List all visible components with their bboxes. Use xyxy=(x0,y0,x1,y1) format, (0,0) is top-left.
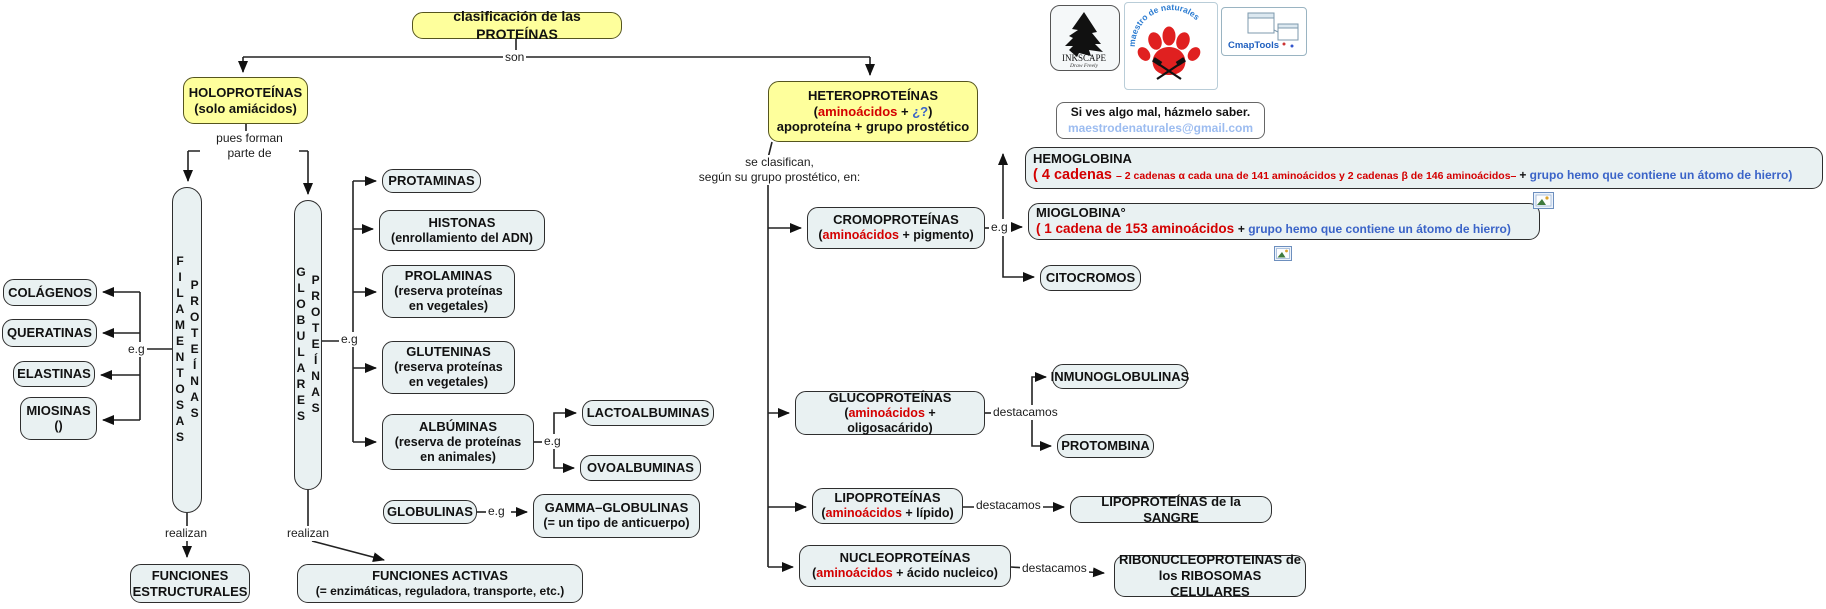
prolaminas-line1: PROLAMINAS xyxy=(404,268,493,284)
lipo-line1: LIPOPROTEÍNAS xyxy=(834,490,941,506)
ovoalbuminas-text: OVOALBUMINAS xyxy=(587,460,694,476)
heteroproteinas-line2: (aminoácidos + ¿?) xyxy=(813,103,933,119)
node-hemoglobina[interactable] xyxy=(1025,147,1823,189)
node-nucleoproteinas[interactable] xyxy=(799,545,1011,587)
node-globulinas[interactable] xyxy=(383,500,477,524)
node-title[interactable] xyxy=(412,8,622,42)
node-citocromos[interactable] xyxy=(1040,265,1141,291)
gamma-line2: (= un tipo de anticuerpo) xyxy=(543,516,690,531)
node-funciones-activas[interactable] xyxy=(297,564,583,603)
cromo-line1: CROMOPROTEÍNAS xyxy=(833,212,959,228)
protombina-text: PROTOMBINA xyxy=(1061,438,1150,454)
nucleo-line2: (aminoácidos + ácido nucleico) xyxy=(812,566,998,581)
svg-text:CmapTools: CmapTools xyxy=(1228,40,1280,51)
picture-icon xyxy=(1274,246,1292,261)
heteroproteinas-line1: HETEROPROTEÍNAS xyxy=(807,87,938,103)
node-heteroproteinas[interactable] xyxy=(768,81,978,142)
node-lactoalbuminas[interactable] xyxy=(582,400,714,426)
albuminas-line1: ALBÚMINAS xyxy=(419,418,497,434)
resource-image-icon-hemoglobina[interactable] xyxy=(1533,192,1554,214)
gluteninas-line2: (reserva proteínas xyxy=(394,360,503,375)
func-estr-line2: ESTRUCTURALES xyxy=(132,583,248,599)
elastinas-text: ELASTINAS xyxy=(17,366,91,382)
node-prolaminas[interactable] xyxy=(382,265,515,318)
node-gluteninas[interactable] xyxy=(382,341,515,394)
globulinas-text: GLOBULINAS xyxy=(387,504,473,520)
colagenos-text: COLÁGENOS xyxy=(8,284,92,300)
holoproteinas-line1: HOLOPROTEÍNAS xyxy=(188,84,303,100)
feedback-text: Si ves algo mal, házmelo saber. xyxy=(1070,104,1251,119)
node-inmunoglobulinas[interactable] xyxy=(1052,364,1188,389)
ribo-line2: los RIBOSOMAS CELULARES xyxy=(1158,568,1262,599)
node-colagenos[interactable] xyxy=(3,279,97,306)
cmaptools-windows-icon xyxy=(1222,8,1305,54)
node-proteinas-globulares[interactable] xyxy=(294,200,322,490)
gamma-line1: GAMMA–GLOBULINAS xyxy=(544,500,689,516)
globulares-text: PROTEÍNAS GLOBULARES xyxy=(294,265,323,425)
inkscape-logo xyxy=(1050,5,1120,71)
func-act-line1: FUNCIONES ACTIVAS xyxy=(372,568,508,584)
node-gamma-globulinas[interactable] xyxy=(533,494,700,538)
mioglobina-title: MIOGLOBINA° xyxy=(1036,205,1126,221)
node-ovoalbuminas[interactable] xyxy=(580,455,701,481)
filamentosas-text: PROTEÍNAS FILAMENTOSAS xyxy=(173,254,202,446)
holoproteinas-line2: (solo amiácidos) xyxy=(194,100,297,116)
link-son[interactable]: son xyxy=(505,50,525,64)
gluteninas-line1: GLUTENINAS xyxy=(406,344,491,360)
protaminas-text: PROTAMINAS xyxy=(388,173,475,189)
link-se-clasifican[interactable]: se clasifican, según su grupo prostético, en: xyxy=(675,155,884,185)
lactoalbuminas-text: LACTOALBUMINAS xyxy=(586,405,710,421)
node-queratinas[interactable] xyxy=(2,319,97,347)
miosinas-line1: MIOSINAS xyxy=(26,402,91,418)
link-destacamos-gluco[interactable]: destacamos xyxy=(993,405,1058,419)
gluco-line2: (aminoácidos + oligosacárido) xyxy=(844,405,936,435)
node-holoproteinas[interactable] xyxy=(183,77,308,124)
mioglobina-detail: ( 1 cadena de 153 aminoácidos + grupo hemo que contiene un átomo de hierro) xyxy=(1036,221,1511,237)
link-eg-albuminas[interactable]: e.g xyxy=(544,434,561,448)
link-realizan-filamentosas[interactable]: realizan xyxy=(165,526,208,540)
node-lipoproteinas-sangre[interactable] xyxy=(1070,493,1272,525)
node-glucoproteinas[interactable] xyxy=(795,391,985,435)
inmunoglobulinas-text: INMUNOGLOBULINAS xyxy=(1050,368,1190,384)
queratinas-text: QUERATINAS xyxy=(7,325,92,341)
node-elastinas[interactable] xyxy=(13,361,95,387)
link-eg-globulares[interactable]: e.g xyxy=(341,332,358,346)
node-ribonucleoproteinas[interactable] xyxy=(1114,552,1306,599)
inkscape-mountain-icon xyxy=(1051,6,1118,69)
func-estr-line1: FUNCIONES xyxy=(151,567,229,583)
svg-text:Draw Freely: Draw Freely xyxy=(1069,63,1099,69)
paw-logo-icon xyxy=(1125,3,1216,88)
heteroproteinas-line3: apoproteína + grupo prostético xyxy=(776,119,970,135)
lipo-line2: (aminoácidos + lípido) xyxy=(821,506,954,521)
node-funciones-estructurales[interactable] xyxy=(130,564,250,603)
svg-text:INKSCAPE: INKSCAPE xyxy=(1061,53,1107,63)
cmaptools-logo xyxy=(1221,7,1307,56)
miosinas-line2: () xyxy=(54,418,63,433)
svg-text:maestro de naturales: maestro de naturales xyxy=(1126,3,1202,48)
feedback-email-link[interactable]: maestrodenaturales@gmail.com xyxy=(1067,120,1254,135)
gluco-line1: GLUCOPROTEÍNAS xyxy=(828,389,952,405)
lipo-sangre-text: LIPOPROTEÍNAS de la SANGRE xyxy=(1101,493,1241,525)
cromo-line2: (aminoácidos + pigmento) xyxy=(818,228,974,243)
node-histonas[interactable] xyxy=(379,210,545,251)
gluteninas-line3: en vegetales) xyxy=(408,375,489,390)
node-proteinas-filamentosas[interactable] xyxy=(172,187,202,513)
title-text: clasificación de las PROTEÍNAS xyxy=(453,8,581,42)
link-realizan-globulares[interactable]: realizan xyxy=(287,526,330,540)
link-eg-globulinas[interactable]: e.g xyxy=(488,504,505,518)
feedback-note xyxy=(1056,102,1265,139)
prolaminas-line3: en vegetales) xyxy=(408,299,489,314)
hemoglobina-title: HEMOGLOBINA xyxy=(1033,151,1132,167)
node-protombina[interactable] xyxy=(1057,434,1154,458)
resource-image-icon-mioglobina[interactable] xyxy=(1274,246,1292,266)
hemoglobina-detail: ( 4 cadenas – 2 cadenas α cada una de 141 aminoácidos y 2 cadenas β de 146 aminoácidos– + grupo hemo que contiene un átomo de hierro) xyxy=(1033,167,1793,184)
link-destacamos-lipo[interactable]: destacamos xyxy=(976,498,1041,512)
citocromos-text: CITOCROMOS xyxy=(1045,270,1136,286)
albuminas-line3: en animales) xyxy=(420,449,496,464)
node-lipoproteinas[interactable] xyxy=(812,488,963,524)
link-eg-filamentosas[interactable]: e.g xyxy=(128,342,145,356)
prolaminas-line2: (reserva proteínas xyxy=(394,284,503,299)
link-pues-forman[interactable]: pues forman parte de xyxy=(200,131,299,161)
histonas-line1: HISTONAS xyxy=(428,214,496,230)
ribo-line1: RIBONUCLEOPROTEINAS de xyxy=(1119,552,1302,568)
nucleo-line1: NUCLEOPROTEÍNAS xyxy=(839,550,971,566)
link-destacamos-nucleo[interactable]: destacamos xyxy=(1022,561,1087,575)
maestro-de-naturales-logo xyxy=(1124,2,1218,90)
link-eg-cromoproteinas[interactable]: e.g xyxy=(991,220,1008,234)
node-albuminas[interactable] xyxy=(382,414,534,470)
picture-icon xyxy=(1533,192,1554,209)
node-protaminas[interactable] xyxy=(382,169,481,193)
node-mioglobina[interactable] xyxy=(1028,203,1540,240)
histonas-line2: (enrollamiento del ADN) xyxy=(391,230,533,245)
node-miosinas[interactable] xyxy=(20,397,97,440)
albuminas-line2: (reserva de proteínas xyxy=(394,434,522,449)
node-cromoproteinas[interactable] xyxy=(807,207,985,249)
func-act-line2: (= enzimáticas, reguladora, transporte, etc.) xyxy=(315,584,565,599)
